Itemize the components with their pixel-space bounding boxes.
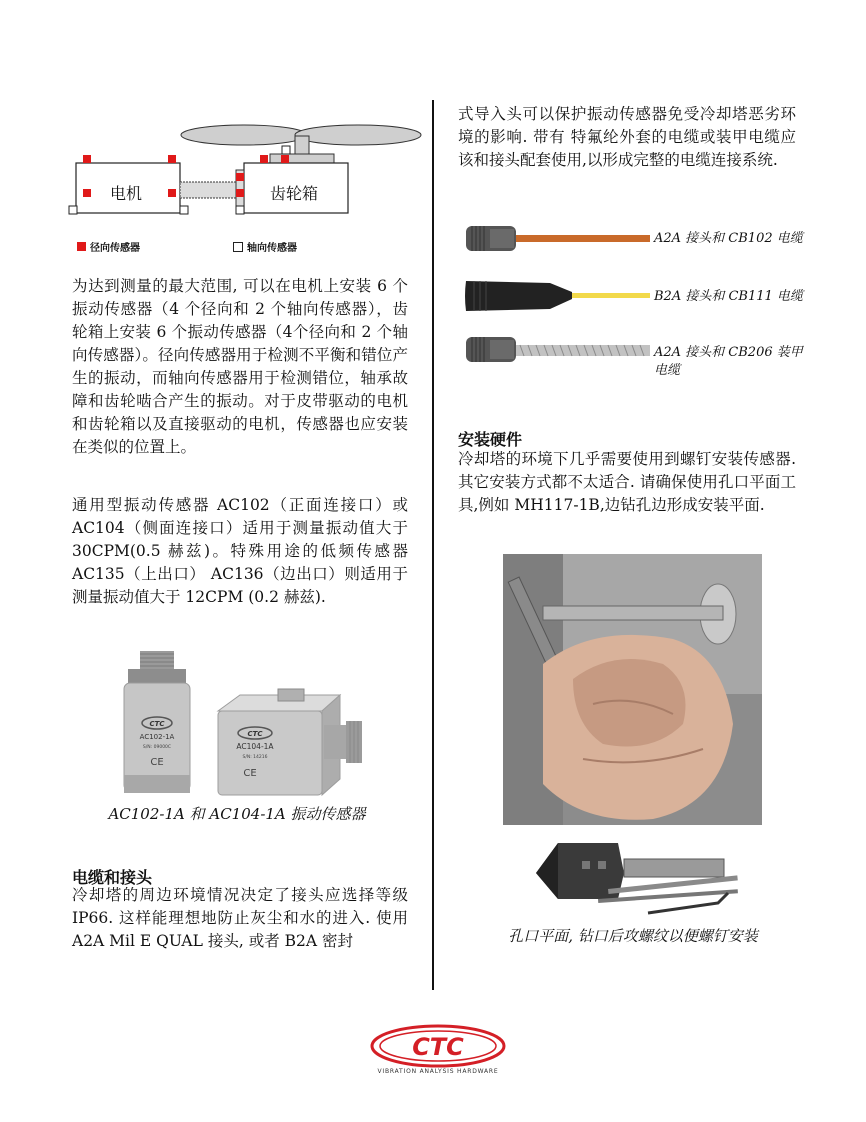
sensor2-model-text: AC104-1A [236,742,274,751]
sensor-photo [100,645,370,805]
sensor2-logo-text: CTC [247,730,263,738]
cable-heading: 电缆和接头 [72,868,153,887]
tool-caption: 孔口平面, 钻口后攻螺纹以便螺钉安装 [508,927,758,945]
cable-photo-1 [460,220,650,256]
tool-photo [528,833,743,923]
ctc-tagline: Vibration Analysis Hardware [377,1068,499,1075]
cable-label-2: B2A 接头和 CB111 电缆 [654,289,803,304]
sensor1-ce-text: CE [150,757,164,768]
ctc-logo [368,1024,508,1076]
mount-heading: 安装硬件 [458,430,523,449]
legend-radial [77,239,140,254]
left-paragraph-2: 通用型振动传感器 AC102（正面连接口）或 AC104（侧面连接口）适用于测量振动值大于 30CPM(0.5 赫兹)。特殊用途的低频传感器 AC135（上出口） AC136（边出口）则适用于测量振动值大于 12CPM (0.2 赫兹). [72,496,408,606]
legend-radial-label: 径向传感器 [90,243,140,254]
cable-photo-2 [460,275,650,317]
ctc-logo-text: CTC [412,1033,464,1061]
fan-shaft [295,136,309,154]
legend-axial-label: 轴向传感器 [247,243,297,254]
fan-blade-left [181,125,307,145]
motor-label: 电机 [110,184,143,203]
cable-label-3: A2A 接头和 CB206 装甲电缆 [654,345,803,378]
fan-blade-right [295,125,421,145]
mount-paragraph: 冷却塔的环境下几乎需要使用到螺钉安装传感器.其它安装方式都不太适合. 请确保使用孔口平面工具,例如 MH117-1B,边钻孔边形成安装平面. [458,450,796,514]
sensor2-sn-text: S/N: 14216 [242,755,268,760]
right-paragraph-top: 式导入头可以保护振动传感器免受冷却塔恶劣环境的影响. 带有 特氟纶外套的电缆或装甲电缆应该和接头配套使用,以形成完整的电缆连接系统. [458,105,796,169]
cable-paragraph: 冷却塔的周边环境情况决定了接头应选择等级 IP66. 这样能理想地防止灰尘和水的进入. 使用 A2A Mil E QUAL 接头, 或者 B2A 密封 [72,886,408,950]
column-divider [432,100,434,990]
sensor1-sn-text: S/N: 09000C [142,745,172,750]
sensor1-model-text: AC102-1A [139,733,175,741]
cable-label-1: A2A 接头和 CB102 电缆 [654,231,803,246]
fan-hub [270,154,334,163]
left-paragraph-1: 为达到测量的最大范围, 可以在电机上安装 6 个振动传感器（4 个径向和 2 个轴向传感器），齿轮箱上安装 6 个振动传感器（4个径向和 2 个轴向传感器）。径向传感器用于检测不平衡和错位产生的振动，而轴向传感器用于检测错位，轴承故障和齿轮啮合产生的振动。对于皮带驱动的电机和齿轮箱以及直接驱动的电机，传感器也应安装在类似的位置上。 [72,277,408,456]
cable-photo-3 [460,332,650,368]
legend-axial [233,239,297,254]
radial-marker-icon [77,242,86,251]
sensor-photo-caption: AC102-1A 和 AC104-1A 振动传感器 [108,805,366,823]
sensor2-ce-text: CE [243,768,257,779]
gearbox-label: 齿轮箱 [270,184,319,203]
sensor1-logo-text: CTC [149,720,165,728]
coupling [180,182,236,198]
installation-photo [503,554,762,825]
axial-marker-icon [233,242,243,252]
